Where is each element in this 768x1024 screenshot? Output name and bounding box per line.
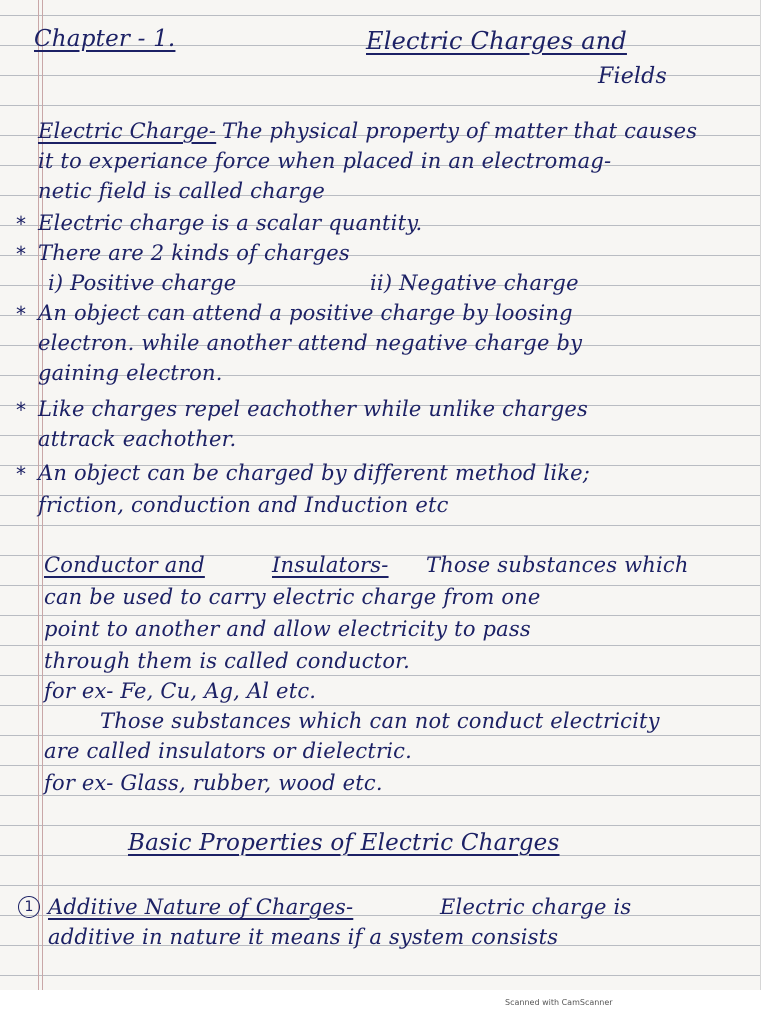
definition-line: The physical property of matter that causes (222, 119, 698, 143)
definition-line: are called insulators or dielectric. (44, 739, 412, 763)
charge-kind: i) Positive charge (48, 271, 237, 295)
bullet-star: * (16, 302, 26, 326)
chapter-label: Chapter - 1. (34, 26, 176, 52)
item-number: 1 (18, 896, 40, 918)
section-heading-electric-charge: Electric Charge- (38, 119, 217, 143)
definition-line: point to another and allow electricity to pass (44, 617, 531, 641)
definition-line: through them is called conductor. (44, 649, 410, 673)
definition-line: Those substances which can not conduct electricity (100, 709, 660, 733)
bullet-text: electron. while another attend negative charge by (38, 331, 583, 355)
bullet-text: Like charges repel eachother while unlike charges (38, 397, 589, 421)
property-heading: Additive Nature of Charges- (48, 895, 354, 919)
bullet-text: attrack eachother. (38, 427, 237, 451)
bullet-text: friction, conduction and Induction etc (38, 493, 449, 517)
scanner-watermark: Scanned with CamScanner (505, 998, 613, 1007)
section-heading-insulators: Insulators- (272, 553, 389, 577)
page-title: Electric Charges and (366, 27, 627, 55)
page-title-line2: Fields (598, 64, 667, 89)
section-heading-basic-properties: Basic Properties of Electric Charges (128, 830, 560, 856)
definition-line: can be used to carry electric charge from one (44, 585, 541, 609)
bullet-star: * (16, 462, 26, 486)
bullet-text: gaining electron. (38, 361, 223, 385)
bullet-star: * (16, 242, 26, 266)
bullet-star: * (16, 398, 26, 422)
example-line: for ex- Fe, Cu, Ag, Al etc. (44, 679, 317, 703)
property-text: Electric charge is (440, 895, 632, 919)
bullet-star: * (16, 212, 26, 236)
property-text: additive in nature it means if a system consists (48, 925, 559, 949)
section-heading-conductor: Conductor and (44, 553, 205, 577)
bullet-text: An object can attend a positive charge by loosing (38, 301, 573, 325)
bullet-text: There are 2 kinds of charges (38, 241, 350, 265)
definition-line: it to experiance force when placed in an electromag- (38, 149, 612, 173)
charge-kind: ii) Negative charge (370, 271, 579, 295)
definition-line: netic field is called charge (38, 179, 326, 203)
bullet-text: Electric charge is a scalar quantity. (38, 211, 423, 235)
example-line: for ex- Glass, rubber, wood etc. (44, 771, 383, 795)
definition-line: Those substances which (426, 553, 689, 577)
bullet-text: An object can be charged by different method like; (38, 461, 591, 485)
